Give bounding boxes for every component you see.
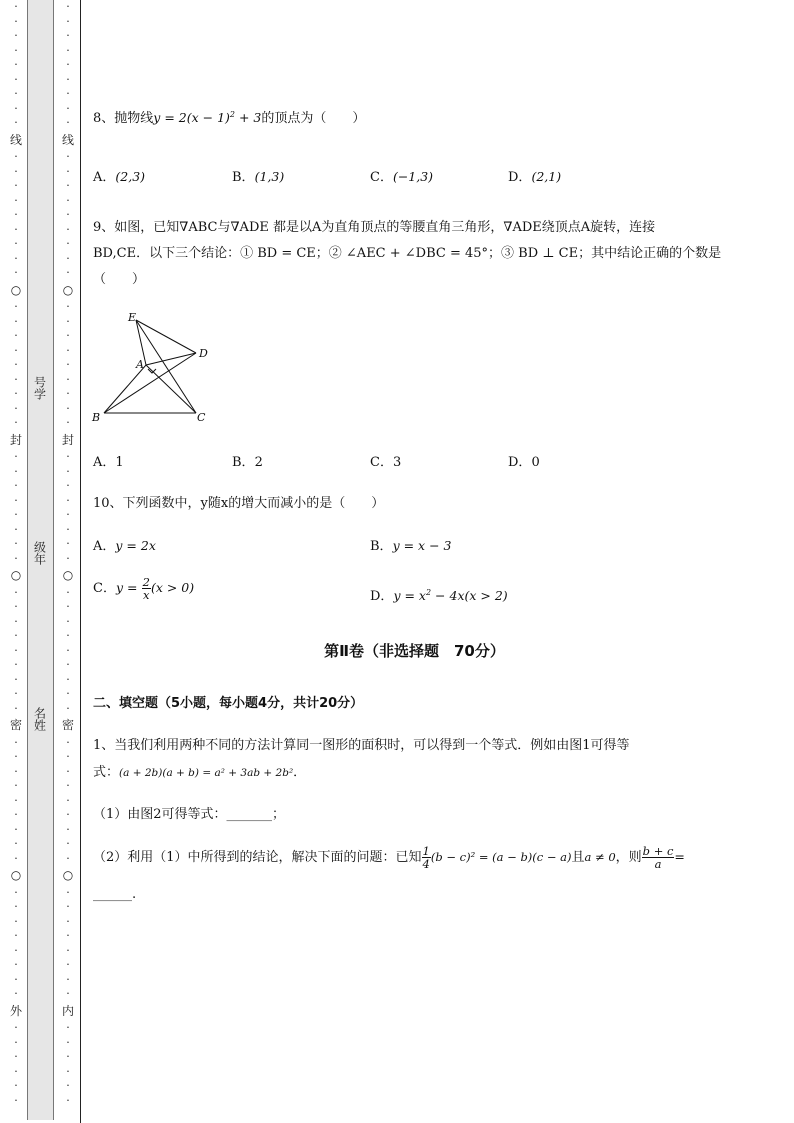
margin-dot: · <box>14 808 18 821</box>
margin-dot: · <box>66 87 70 100</box>
margin-dot: · <box>14 585 18 599</box>
margin-dot: · <box>66 672 70 686</box>
margin-dot: · <box>14 551 18 565</box>
margin-dot: · <box>14 822 18 836</box>
q9-option-d[interactable]: D．0 <box>508 455 540 470</box>
margin-dot: · <box>14 793 18 807</box>
margin-dot: · <box>14 464 18 478</box>
margin-dot: · <box>14 1035 18 1049</box>
margin-dot: · <box>66 943 70 957</box>
margin-dot: · <box>14 764 18 778</box>
margin-dot: · <box>14 493 18 507</box>
margin-dot: · <box>14 164 18 178</box>
fill-1-sub2-blank: ______. <box>93 887 137 902</box>
margin-dot: · <box>66 658 70 671</box>
margin-mark: 内 <box>62 1003 75 1018</box>
margin-dot: · <box>66 750 70 763</box>
margin-dot: · <box>66 987 70 1000</box>
margin-dot: · <box>14 885 18 899</box>
margin-dot: · <box>66 493 70 507</box>
margin-dot: · <box>66 585 70 599</box>
margin-dot: · <box>14 222 18 236</box>
margin-dot: · <box>14 372 18 386</box>
margin-dot: · <box>66 643 70 657</box>
section-2-heading: 二、填空题（5小题，每小题4分，共计20分） <box>93 696 364 711</box>
margin-dot: · <box>66 14 70 28</box>
margin-dot: · <box>66 401 70 415</box>
margin-dot: · <box>14 900 18 913</box>
segment-BD <box>104 353 196 413</box>
margin-dot: · <box>66 537 70 550</box>
margin-dot: · <box>14 614 18 628</box>
margin-dot: · <box>66 300 70 313</box>
margin-dot: · <box>14 179 18 192</box>
margin-mark: 封 <box>62 432 75 447</box>
margin-mark: 线 <box>10 132 23 147</box>
q9-triangle-figure <box>86 305 226 430</box>
q8-option-d[interactable]: D．(2,1) <box>508 169 562 185</box>
margin-dot: · <box>66 900 70 913</box>
margin-dot: · <box>66 1079 70 1092</box>
margin-dot: · <box>14 1093 18 1107</box>
margin-dot: · <box>14 750 18 763</box>
q10-option-b[interactable]: B．y = x − 3 <box>370 538 452 554</box>
margin-dot: · <box>66 329 70 342</box>
margin-dot: · <box>66 1093 70 1107</box>
margin-dot: · <box>66 701 70 715</box>
margin-dot: · <box>66 358 70 371</box>
margin-dot: · <box>66 387 70 400</box>
margin-dot: · <box>14 72 18 86</box>
margin-dot: · <box>66 193 70 207</box>
margin-mark: ○ <box>10 868 22 882</box>
margin-mark: ○ <box>10 282 22 297</box>
segment-BA <box>104 365 146 413</box>
label-D: D <box>199 347 208 360</box>
margin-dot: · <box>66 208 70 221</box>
margin-dot: · <box>14 237 18 250</box>
question-9-line3: （ ） <box>93 272 146 287</box>
margin-dot: · <box>66 764 70 778</box>
margin-dot: · <box>14 643 18 657</box>
margin-dot: · <box>66 837 70 850</box>
margin-dot: · <box>14 987 18 1000</box>
margin-dot: · <box>66 629 70 642</box>
margin-dot: · <box>66 150 70 163</box>
part-2-title: 第Ⅱ卷（非选择题 70分） <box>324 642 505 660</box>
margin-dot: · <box>66 314 70 328</box>
margin-dot: · <box>14 14 18 28</box>
margin-dot: · <box>14 387 18 400</box>
q9-option-b[interactable]: B．2 <box>232 455 263 470</box>
margin-dot: · <box>66 251 70 265</box>
margin-dot: · <box>14 929 18 942</box>
margin-dot: · <box>66 29 70 42</box>
margin-mark: 线 <box>62 132 75 147</box>
margin-dot: · <box>66 885 70 899</box>
margin-mark: 外 <box>10 1003 23 1018</box>
margin-dot: · <box>66 222 70 236</box>
margin-dot: · <box>14 1064 18 1078</box>
margin-dot: · <box>14 193 18 207</box>
margin-dot: · <box>66 0 70 13</box>
fill-1-sub1: （1）由图2可得等式：_______； <box>93 807 286 822</box>
question-8: 8、抛物线$y = 2(x - 1)^2 + 3$的顶点为（ ） <box>93 109 366 126</box>
margin-dot: · <box>14 0 18 13</box>
q9-option-a[interactable]: A．1 <box>93 455 124 470</box>
margin-dot: · <box>66 958 70 971</box>
margin-mark: ○ <box>62 568 74 582</box>
margin-dot: · <box>14 329 18 342</box>
fill-1-line2: 式：(a + 2b)(a + b) = a² + 3ab + 2b²． <box>93 765 307 780</box>
fill-1-sub2: （2）利用（1）中所得到的结论，解决下面的问题：已知 $\frac{1}{4}$ (b − c)² = (a − b)(c − a)且a ≠ 0，则 $\frac{b + c}{a}$ = <box>93 844 685 871</box>
margin-dot: · <box>66 929 70 942</box>
margin-dot: · <box>14 358 18 371</box>
label-grade: 级年 <box>32 541 47 565</box>
margin-dot: · <box>14 1050 18 1063</box>
margin-dot: · <box>14 522 18 536</box>
margin-dot: · <box>14 266 18 279</box>
content-border <box>80 0 81 1123</box>
margin-dot: · <box>66 687 70 700</box>
margin-mark: ○ <box>62 868 74 882</box>
margin-dot: · <box>66 1035 70 1049</box>
margin-dot: · <box>66 164 70 178</box>
q9-option-c[interactable]: C．3 <box>370 455 402 470</box>
segment-AD <box>146 353 196 365</box>
margin-dot: · <box>66 735 70 749</box>
margin-mark: ○ <box>10 568 22 582</box>
margin-dot: · <box>14 672 18 686</box>
margin-dot: · <box>14 658 18 671</box>
question-9-line2: BD,CE．以下三个结论：① BD = CE；② ∠AEC + ∠DBC = 45°；③ BD ⊥ CE；其中结论正确的个数是 <box>93 246 722 261</box>
margin-mark: ○ <box>62 282 74 297</box>
margin-mark: 密 <box>10 718 23 732</box>
margin-dot: · <box>66 116 70 129</box>
margin-dot: · <box>14 837 18 850</box>
margin-dot: · <box>14 87 18 100</box>
margin-dot: · <box>14 687 18 700</box>
margin-dot: · <box>66 1021 70 1034</box>
margin-dot: · <box>14 1021 18 1034</box>
margin-dot: · <box>14 701 18 715</box>
margin-dot: · <box>14 208 18 221</box>
margin-dot: · <box>66 464 70 478</box>
margin-dot: · <box>66 266 70 279</box>
margin-dot: · <box>66 179 70 192</box>
q8-option-b[interactable]: B．(1,3) <box>232 169 285 185</box>
q8-option-c[interactable]: C．(−1,3) <box>370 169 434 185</box>
margin-dot: · <box>66 43 70 57</box>
margin-dot: · <box>14 401 18 415</box>
margin-dot: · <box>14 43 18 57</box>
margin-dot: · <box>66 58 70 71</box>
label-A: A <box>136 358 144 371</box>
margin-dot: · <box>66 600 70 613</box>
margin-dot: · <box>14 251 18 265</box>
margin-dot: · <box>66 508 70 521</box>
margin-dot: · <box>66 1064 70 1078</box>
question-9-line1: 9、如图，已知∇ABC与∇ADE 都是以A为直角顶点的等腰直角三角形，∇ADE绕顶点A旋转，连接 <box>93 220 656 235</box>
label-name: 名姓 <box>32 707 47 731</box>
fill-1-line1: 1、当我们利用两种不同的方法计算同一图形的面积时，可以得到一个等式．例如由图1可得等 <box>93 738 630 753</box>
q10-option-d[interactable]: D．$y = x^2 - 4x(x > 2)$ <box>370 587 508 604</box>
margin-dot: · <box>66 779 70 792</box>
margin-dot: · <box>14 914 18 928</box>
margin-dot: · <box>14 629 18 642</box>
margin-dot: · <box>14 416 18 429</box>
margin-mark: 封 <box>10 432 23 447</box>
margin-dot: · <box>66 914 70 928</box>
margin-dot: · <box>14 150 18 163</box>
q8-option-a[interactable]: A．(2,3) <box>93 169 146 185</box>
margin-dot: · <box>66 822 70 836</box>
margin-dot: · <box>14 537 18 550</box>
margin-dot: · <box>14 314 18 328</box>
margin-dot: · <box>66 522 70 536</box>
margin-dot: · <box>66 416 70 429</box>
margin-dot: · <box>14 58 18 71</box>
margin-dot: · <box>14 29 18 42</box>
margin-dot: · <box>66 450 70 463</box>
margin-dot: · <box>14 735 18 749</box>
margin-dot: · <box>14 600 18 613</box>
margin-dot: · <box>66 551 70 565</box>
margin-dot: · <box>66 237 70 250</box>
label-E: E <box>128 311 137 324</box>
label-B: B <box>92 411 101 424</box>
label-C: C <box>197 411 206 424</box>
margin-dot: · <box>14 1079 18 1092</box>
margin-dot: · <box>14 508 18 521</box>
margin-dot: · <box>14 116 18 129</box>
margin-dot: · <box>66 972 70 986</box>
margin-dot: · <box>14 450 18 463</box>
margin-dot: · <box>14 958 18 971</box>
margin-dot: · <box>66 614 70 628</box>
margin-dot: · <box>66 343 70 357</box>
margin-dot: · <box>14 779 18 792</box>
outer-dot-column <box>11 0 21 1123</box>
margin-dot: · <box>66 851 70 865</box>
q10-option-c[interactable]: C．y = $\frac{2}{x}$ (x > 0) <box>93 575 195 602</box>
margin-dot: · <box>66 808 70 821</box>
margin-dot: · <box>66 101 70 115</box>
margin-dot: · <box>14 101 18 115</box>
margin-dot: · <box>66 372 70 386</box>
margin-dot: · <box>66 793 70 807</box>
margin-dot: · <box>14 943 18 957</box>
margin-mark: 密 <box>62 718 75 732</box>
margin-dot: · <box>14 479 18 492</box>
margin-dot: · <box>66 479 70 492</box>
margin-dot: · <box>66 1050 70 1063</box>
question-10: 10、下列函数中，y随x的增大而减小的是（ ） <box>93 496 385 511</box>
margin-dot: · <box>14 972 18 986</box>
segment-ED <box>136 320 196 353</box>
margin-dot: · <box>66 72 70 86</box>
inner-dot-column <box>63 0 73 1123</box>
label-student-id: 号学 <box>32 376 47 400</box>
q10-option-a[interactable]: A．y = 2x <box>93 538 156 554</box>
margin-dot: · <box>14 300 18 313</box>
margin-dot: · <box>14 343 18 357</box>
margin-dot: · <box>14 851 18 865</box>
